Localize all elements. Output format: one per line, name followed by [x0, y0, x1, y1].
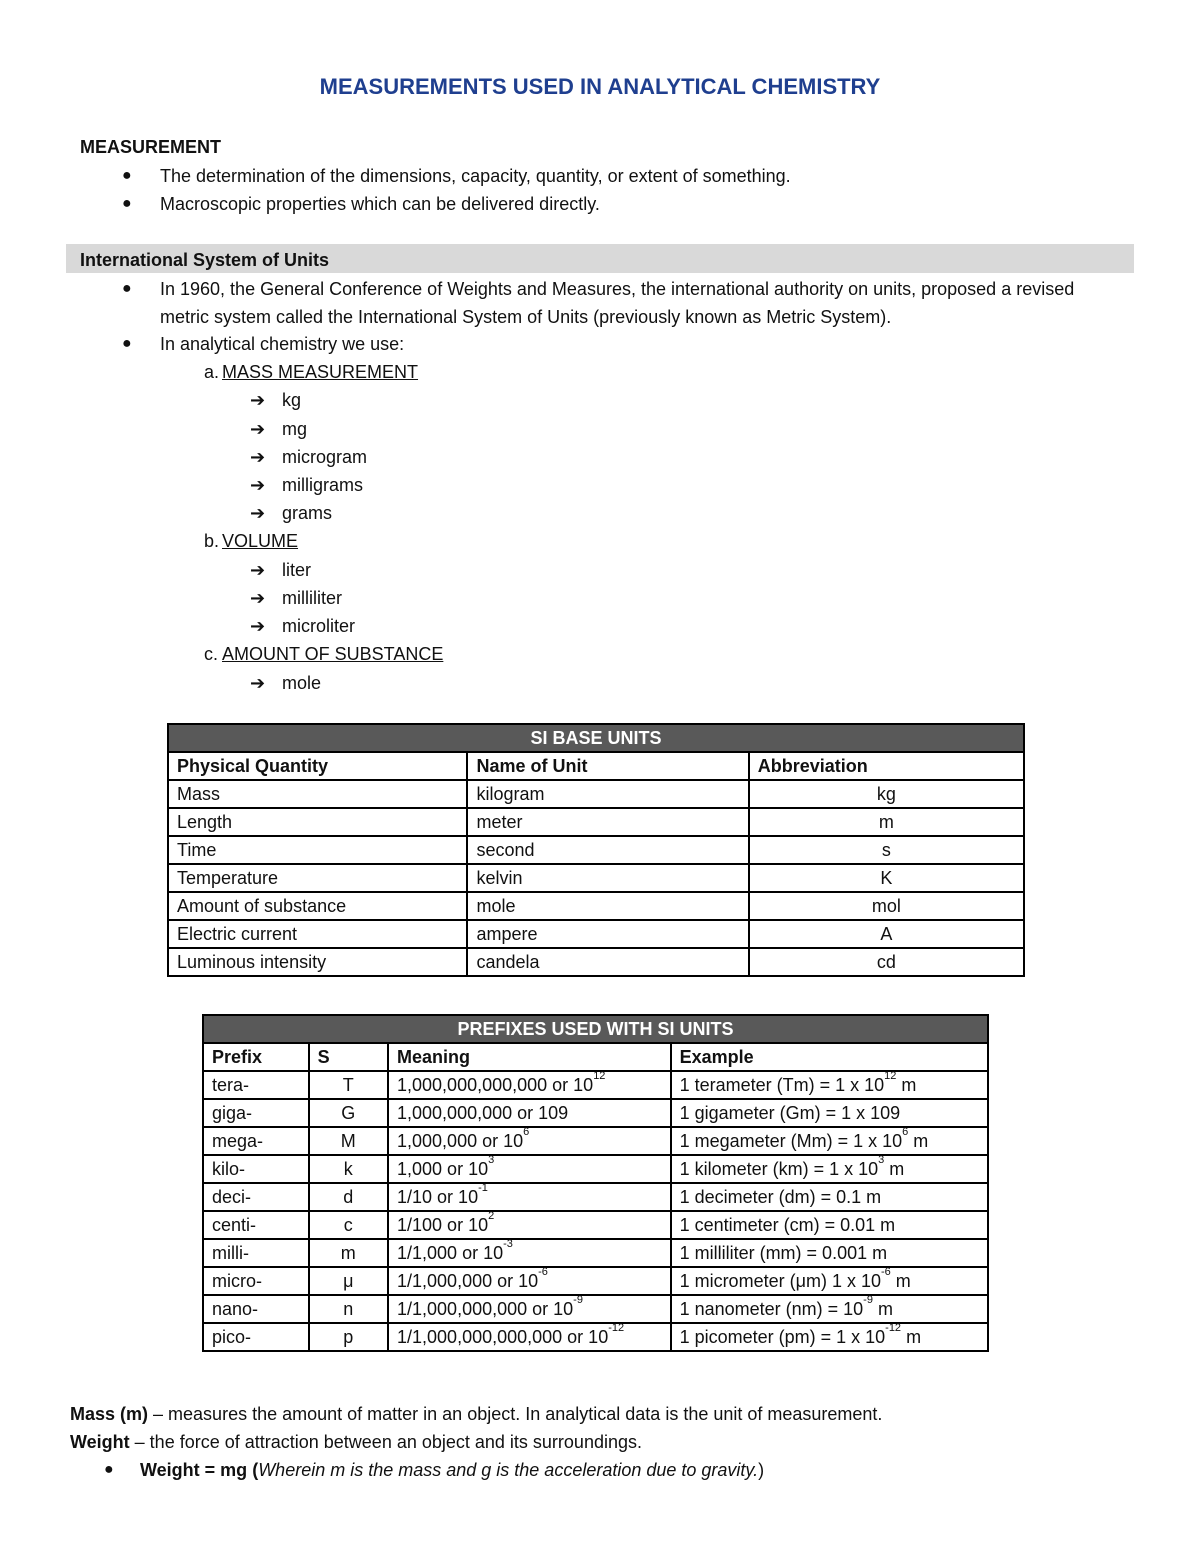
cell-text: 1 megameter (Mm) = 1 x 10: [679, 1131, 903, 1151]
exponent: -6: [880, 1266, 891, 1278]
exponent: 6: [902, 1126, 909, 1138]
table-cell: mega-: [203, 1127, 309, 1155]
bullet-icon: ●: [104, 1461, 114, 1478]
group-label-amount: AMOUNT OF SUBSTANCE: [222, 644, 444, 664]
table-row: [168, 948, 1024, 976]
list-item: microliter: [282, 616, 356, 636]
table-cell: milli-: [203, 1239, 309, 1267]
table-row: [203, 1071, 988, 1099]
table-cell: [671, 1295, 988, 1323]
table-cell: kg: [749, 780, 1024, 808]
table-cell: s: [749, 836, 1024, 864]
list-item: mg: [282, 419, 308, 439]
cell-text: 1 kilometer (km) = 1 x 10: [679, 1159, 879, 1179]
formula-term: Weight = mg: [140, 1460, 248, 1480]
cell-unit: m: [908, 1131, 929, 1151]
si-bullet-1-line-2: metric system called the International System of Units (previously known as Metric System).: [160, 307, 892, 327]
mass-term: Mass (m): [70, 1404, 149, 1424]
table-caption: SI BASE UNITS: [168, 724, 1024, 752]
table-cell: m: [749, 808, 1024, 836]
si-base-units-table: [167, 723, 1025, 977]
column-header: Abbreviation: [749, 752, 1024, 780]
table-row: [203, 1323, 988, 1351]
table-cell: Length: [168, 808, 467, 836]
table-cell: Temperature: [168, 864, 467, 892]
table-cell: m: [309, 1239, 388, 1267]
table-cell: [388, 1183, 671, 1211]
exponent: -9: [863, 1294, 873, 1306]
cell-unit: m: [901, 1327, 922, 1347]
formula-explanation: Wherein m is the mass and g is the acceleration due to gravity.: [258, 1460, 759, 1480]
table-cell: Luminous intensity: [168, 948, 467, 976]
arrow-right-icon: ➔: [250, 503, 266, 523]
cell-text: 1/1,000,000,000 or 10: [397, 1299, 574, 1319]
table-cell: [671, 1211, 988, 1239]
cell-text: 1 picometer (pm) = 1 x 10: [679, 1327, 886, 1347]
arrow-right-icon: ➔: [250, 390, 266, 410]
exponent: -9: [573, 1294, 583, 1306]
exponent: -3: [503, 1238, 513, 1250]
table-cell: kilo-: [203, 1155, 309, 1183]
table-cell: [671, 1127, 988, 1155]
exponent: -12: [608, 1322, 625, 1334]
cell-unit: m: [890, 1271, 911, 1291]
table-cell: tera-: [203, 1071, 309, 1099]
exponent: -1: [478, 1182, 488, 1194]
group-letter: c.: [204, 644, 219, 664]
cell-text: 1/1,000,000,000,000 or 10: [397, 1327, 609, 1347]
table-caption: PREFIXES USED WITH SI UNITS: [203, 1015, 988, 1043]
table-cell: [671, 1239, 988, 1267]
bullet-icon: ●: [122, 280, 132, 297]
table-cell: [671, 1183, 988, 1211]
cell-text: 1 gigameter (Gm) = 1 x 109: [679, 1103, 901, 1123]
table-cell: candela: [467, 948, 748, 976]
table-cell: Mass: [168, 780, 467, 808]
table-cell: mole: [467, 892, 748, 920]
cell-text: 1/1,000 or 10: [397, 1243, 504, 1263]
table-cell: pico-: [203, 1323, 309, 1351]
table-row: [168, 836, 1024, 864]
list-item: milligrams: [282, 475, 363, 495]
column-header: Example: [671, 1043, 988, 1071]
cell-text: 1/100 or 10: [397, 1215, 489, 1235]
arrow-right-icon: ➔: [250, 673, 266, 693]
measurement-bullet-1: The determination of the dimensions, capacity, quantity, or extent of something.: [160, 166, 791, 186]
table-cell: meter: [467, 808, 748, 836]
measurement-heading: MEASUREMENT: [80, 137, 222, 157]
list-item: kg: [282, 390, 302, 410]
table-cell: T: [309, 1071, 388, 1099]
cell-text: 1,000,000,000,000 or 10: [397, 1075, 594, 1095]
table-cell: n: [309, 1295, 388, 1323]
table-cell: centi-: [203, 1211, 309, 1239]
table-cell: nano-: [203, 1295, 309, 1323]
table-row: [203, 1183, 988, 1211]
exponent: 12: [884, 1070, 897, 1082]
table-cell: mol: [749, 892, 1024, 920]
table-row: [203, 1127, 988, 1155]
arrow-right-icon: ➔: [250, 419, 266, 439]
table-cell: second: [467, 836, 748, 864]
table-cell: kilogram: [467, 780, 748, 808]
cell-text: 1,000,000 or 10: [397, 1131, 524, 1151]
cell-text: 1 nanometer (nm) = 10: [679, 1299, 864, 1319]
table-cell: [671, 1267, 988, 1295]
cell-text: 1 micrometer (μm) 1 x 10: [679, 1271, 881, 1291]
table-cell: [388, 1071, 671, 1099]
group-label-volume: VOLUME: [222, 531, 299, 551]
weight-term: Weight: [70, 1432, 130, 1452]
table-cell: G: [309, 1099, 388, 1127]
table-cell: [388, 1155, 671, 1183]
column-header: Physical Quantity: [168, 752, 467, 780]
table-cell: cd: [749, 948, 1024, 976]
table-cell: K: [749, 864, 1024, 892]
si-bullet-2: In analytical chemistry we use:: [160, 334, 405, 354]
list-item: mole: [282, 673, 322, 693]
bullet-icon: ●: [122, 195, 132, 212]
list-item: liter: [282, 560, 312, 580]
bullet-icon: ●: [122, 335, 132, 352]
table-cell: Time: [168, 836, 467, 864]
table-cell: Electric current: [168, 920, 467, 948]
cell-text: 1 milliliter (mm) = 0.001 m: [679, 1243, 888, 1263]
column-header: Name of Unit: [467, 752, 748, 780]
cell-unit: m: [896, 1075, 917, 1095]
bullet-icon: ●: [122, 167, 132, 184]
table-row: [203, 1239, 988, 1267]
table-row: [203, 1295, 988, 1323]
table-cell: c: [309, 1211, 388, 1239]
table-cell: μ: [309, 1267, 388, 1295]
table-row: [203, 1267, 988, 1295]
table-cell: giga-: [203, 1099, 309, 1127]
table-cell: k: [309, 1155, 388, 1183]
cell-text: 1,000,000,000 or 109: [397, 1103, 569, 1123]
table-row: [168, 920, 1024, 948]
table-cell: ampere: [467, 920, 748, 948]
arrow-right-icon: ➔: [250, 475, 266, 495]
cell-text: 1 centimeter (cm) = 0.01 m: [679, 1215, 896, 1235]
exponent: 6: [523, 1126, 530, 1138]
group-letter: b.: [204, 531, 220, 551]
weight-formula: [140, 1456, 764, 1484]
table-cell: A: [749, 920, 1024, 948]
table-cell: M: [309, 1127, 388, 1155]
column-header: S: [309, 1043, 388, 1071]
table-cell: [388, 1323, 671, 1351]
mass-definition: [70, 1400, 882, 1428]
weight-definition: [70, 1428, 642, 1456]
table-cell: p: [309, 1323, 388, 1351]
table-row: [168, 864, 1024, 892]
group-letter: a.: [204, 362, 220, 382]
table-row: [203, 1211, 988, 1239]
group-label-mass: MASS MEASUREMENT: [222, 362, 419, 382]
cell-text: 1/10 or 10: [397, 1187, 479, 1207]
arrow-right-icon: ➔: [250, 616, 266, 636]
cell-unit: m: [884, 1159, 905, 1179]
si-bullet-1-line-1: In 1960, the General Conference of Weights and Measures, the international authority on units, proposed a revised: [160, 279, 1075, 299]
page-title: MEASUREMENTS USED IN ANALYTICAL CHEMISTRY: [319, 74, 881, 99]
exponent: 3: [878, 1154, 885, 1166]
table-row: [203, 1099, 988, 1127]
table-cell: [388, 1099, 671, 1127]
arrow-right-icon: ➔: [250, 560, 266, 580]
table-cell: [388, 1267, 671, 1295]
table-row: [168, 808, 1024, 836]
cell-text: 1/1,000,000 or 10: [397, 1271, 539, 1291]
formula-paren: (: [247, 1460, 259, 1480]
si-heading: International System of Units: [80, 250, 330, 270]
table-cell: d: [309, 1183, 388, 1211]
measurement-bullet-2: Macroscopic properties which can be delivered directly.: [160, 194, 600, 214]
arrow-right-icon: ➔: [250, 588, 266, 608]
exponent: 3: [488, 1154, 495, 1166]
cell-text: 1 terameter (Tm) = 1 x 10: [679, 1075, 885, 1095]
table-cell: [388, 1127, 671, 1155]
arrow-right-icon: ➔: [250, 447, 266, 467]
table-row: [168, 892, 1024, 920]
cell-unit: m: [872, 1299, 893, 1319]
column-header: Prefix: [203, 1043, 309, 1071]
table-cell: deci-: [203, 1183, 309, 1211]
table-cell: [671, 1323, 988, 1351]
table-cell: [388, 1295, 671, 1323]
exponent: -12: [885, 1322, 902, 1334]
mass-text: – measures the amount of matter in an object. In analytical data is the unit of measurement.: [148, 1404, 883, 1424]
cell-text: 1,000 or 10: [397, 1159, 489, 1179]
exponent: -6: [538, 1266, 548, 1278]
list-item: grams: [282, 503, 333, 523]
table-row: [203, 1155, 988, 1183]
column-header: Meaning: [388, 1043, 671, 1071]
weight-text: – the force of attraction between an object and its surroundings.: [129, 1432, 642, 1452]
table-cell: [671, 1155, 988, 1183]
table-cell: micro-: [203, 1267, 309, 1295]
table-cell: [388, 1211, 671, 1239]
formula-paren: ): [758, 1460, 765, 1480]
table-cell: [388, 1239, 671, 1267]
table-row: [168, 780, 1024, 808]
exponent: 2: [488, 1210, 495, 1222]
table-cell: Amount of substance: [168, 892, 467, 920]
list-item: microgram: [282, 447, 368, 467]
table-cell: [671, 1099, 988, 1127]
cell-text: 1 decimeter (dm) = 0.1 m: [679, 1187, 882, 1207]
exponent: 12: [593, 1070, 606, 1082]
table-cell: [671, 1071, 988, 1099]
prefixes-table: [202, 1014, 989, 1352]
table-cell: kelvin: [467, 864, 748, 892]
list-item: milliliter: [282, 588, 342, 608]
